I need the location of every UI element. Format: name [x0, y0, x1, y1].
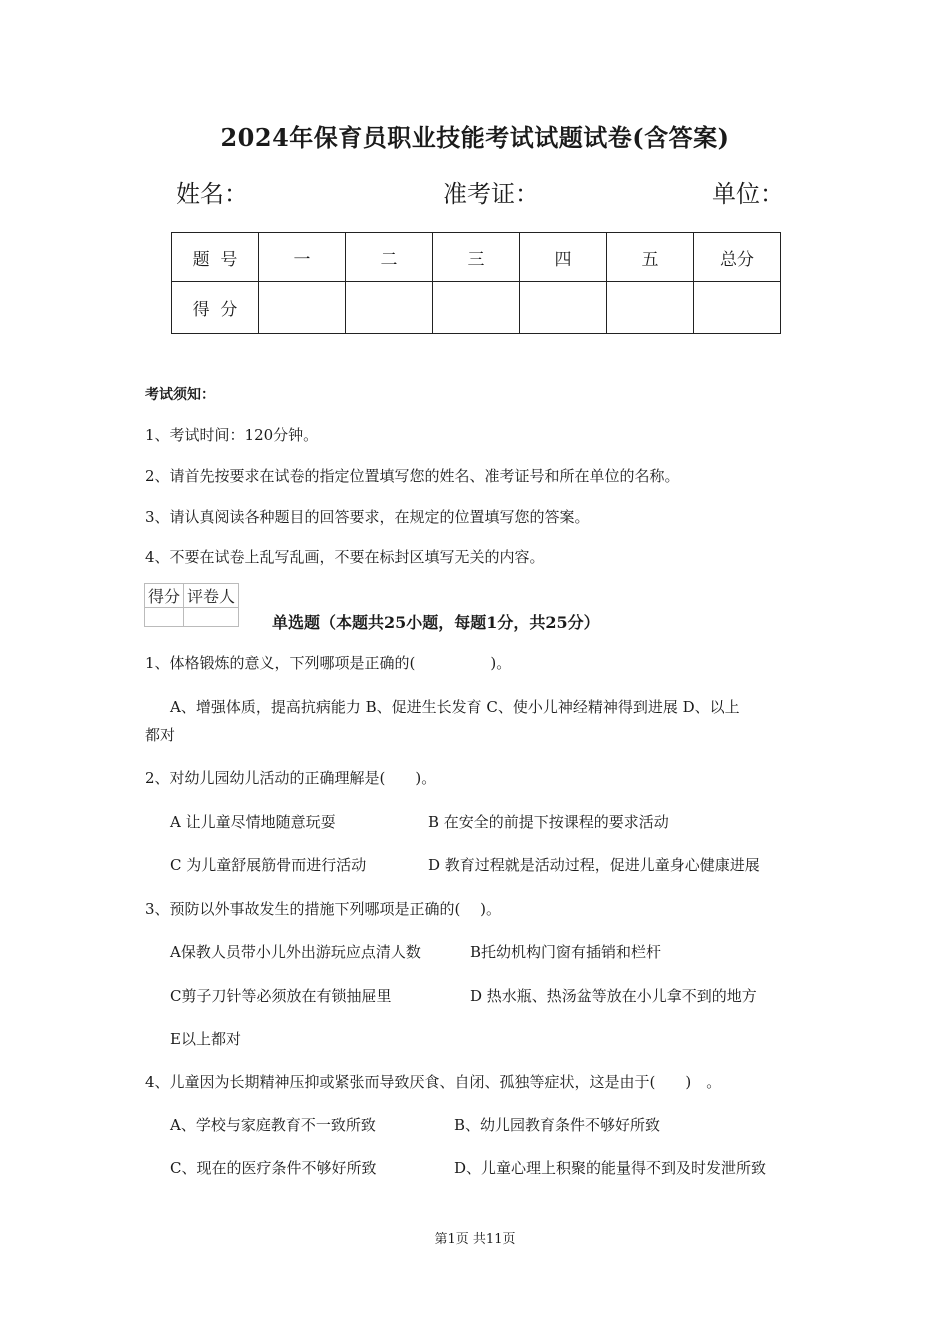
score-table-score-row — [172, 282, 781, 334]
option-a: A 让儿童尽情地随意玩耍 — [170, 813, 336, 831]
question-stem: 1、体格锻炼的意义，下列哪项是正确的( )。 — [145, 654, 512, 672]
question-stem: 4、儿童因为长期精神压抑或紧张而导致厌食、自闭、孤独等症状，这是由于( ) 。 — [145, 1073, 722, 1091]
score-table-header-row — [172, 233, 781, 282]
question-options-continued: 都对 — [145, 726, 176, 744]
grader-reviewer-cell[interactable] — [184, 608, 239, 627]
score-table-header: 三 — [433, 233, 520, 282]
score-cell[interactable] — [694, 282, 781, 334]
option-a: A保教人员带小儿外出游玩应点清人数 — [170, 943, 421, 961]
score-table — [171, 232, 781, 334]
score-table-header: 二 — [346, 233, 433, 282]
option-b: B 在安全的前提下按课程的要求活动 — [428, 813, 669, 831]
grader-score-cell[interactable] — [145, 608, 184, 627]
grader-box — [144, 583, 239, 627]
question-stem: 3、预防以外事故发生的措施下列哪项是正确的( )。 — [145, 900, 502, 918]
score-table-header: 四 — [520, 233, 607, 282]
option-b: B托幼机构门窗有插销和栏杆 — [470, 943, 662, 961]
notice-item: 4、不要在试卷上乱写乱画，不要在标封区填写无关的内容。 — [145, 548, 545, 566]
score-table-header: 总分 — [694, 233, 781, 282]
name-field-label: 姓名： — [176, 180, 248, 208]
grader-reviewer-label: 评卷人 — [184, 584, 239, 608]
option-e: E以上都对 — [170, 1030, 241, 1048]
option-c: C、现在的医疗条件不够好所致 — [170, 1159, 377, 1177]
notice-heading: 考试须知： — [145, 387, 215, 403]
notice-item: 3、请认真阅读各种题目的回答要求，在规定的位置填写您的答案。 — [145, 508, 590, 526]
notice-item: 1、考试时间：120分钟。 — [145, 426, 319, 444]
page-title: 2024年保育员职业技能考试试题试卷(含答案) — [220, 123, 730, 152]
score-cell[interactable] — [607, 282, 694, 334]
option-b: B、幼儿园教育条件不够好所致 — [454, 1116, 661, 1134]
grader-score-label: 得分 — [145, 584, 184, 608]
notice-item: 2、请首先按要求在试卷的指定位置填写您的姓名、准考证号和所在单位的名称。 — [145, 467, 680, 485]
score-table-header: 题 号 — [172, 233, 259, 282]
option-c: C剪子刀针等必须放在有锁抽屉里 — [170, 987, 392, 1005]
option-d: D、儿童心理上积聚的能量得不到及时发泄所致 — [454, 1159, 767, 1177]
score-cell[interactable] — [346, 282, 433, 334]
option-a: A、学校与家庭教育不一致所致 — [170, 1116, 376, 1134]
score-cell[interactable] — [433, 282, 520, 334]
unit-field-label: 单位： — [712, 180, 784, 208]
score-table-header: 一 — [259, 233, 346, 282]
section-heading: 单选题（本题共25小题，每题1分，共25分） — [272, 613, 600, 632]
page-footer: 第1页 共11页 — [434, 1232, 516, 1247]
question-options: A、增强体质，提高抗病能力 B、促进生长发育 C、使小儿神经精神得到进展 D、以上 — [170, 698, 740, 716]
score-table-header: 五 — [607, 233, 694, 282]
score-row-label: 得 分 — [172, 282, 259, 334]
option-d: D 热水瓶、热汤盆等放在小儿拿不到的地方 — [470, 987, 757, 1005]
score-cell[interactable] — [520, 282, 607, 334]
option-c: C 为儿童舒展筋骨而进行活动 — [170, 856, 367, 874]
score-cell[interactable] — [259, 282, 346, 334]
option-d: D 教育过程就是活动过程，促进儿童身心健康进展 — [428, 856, 760, 874]
exam-number-field-label: 准考证： — [443, 180, 539, 208]
question-stem: 2、对幼儿园幼儿活动的正确理解是( )。 — [145, 769, 437, 787]
